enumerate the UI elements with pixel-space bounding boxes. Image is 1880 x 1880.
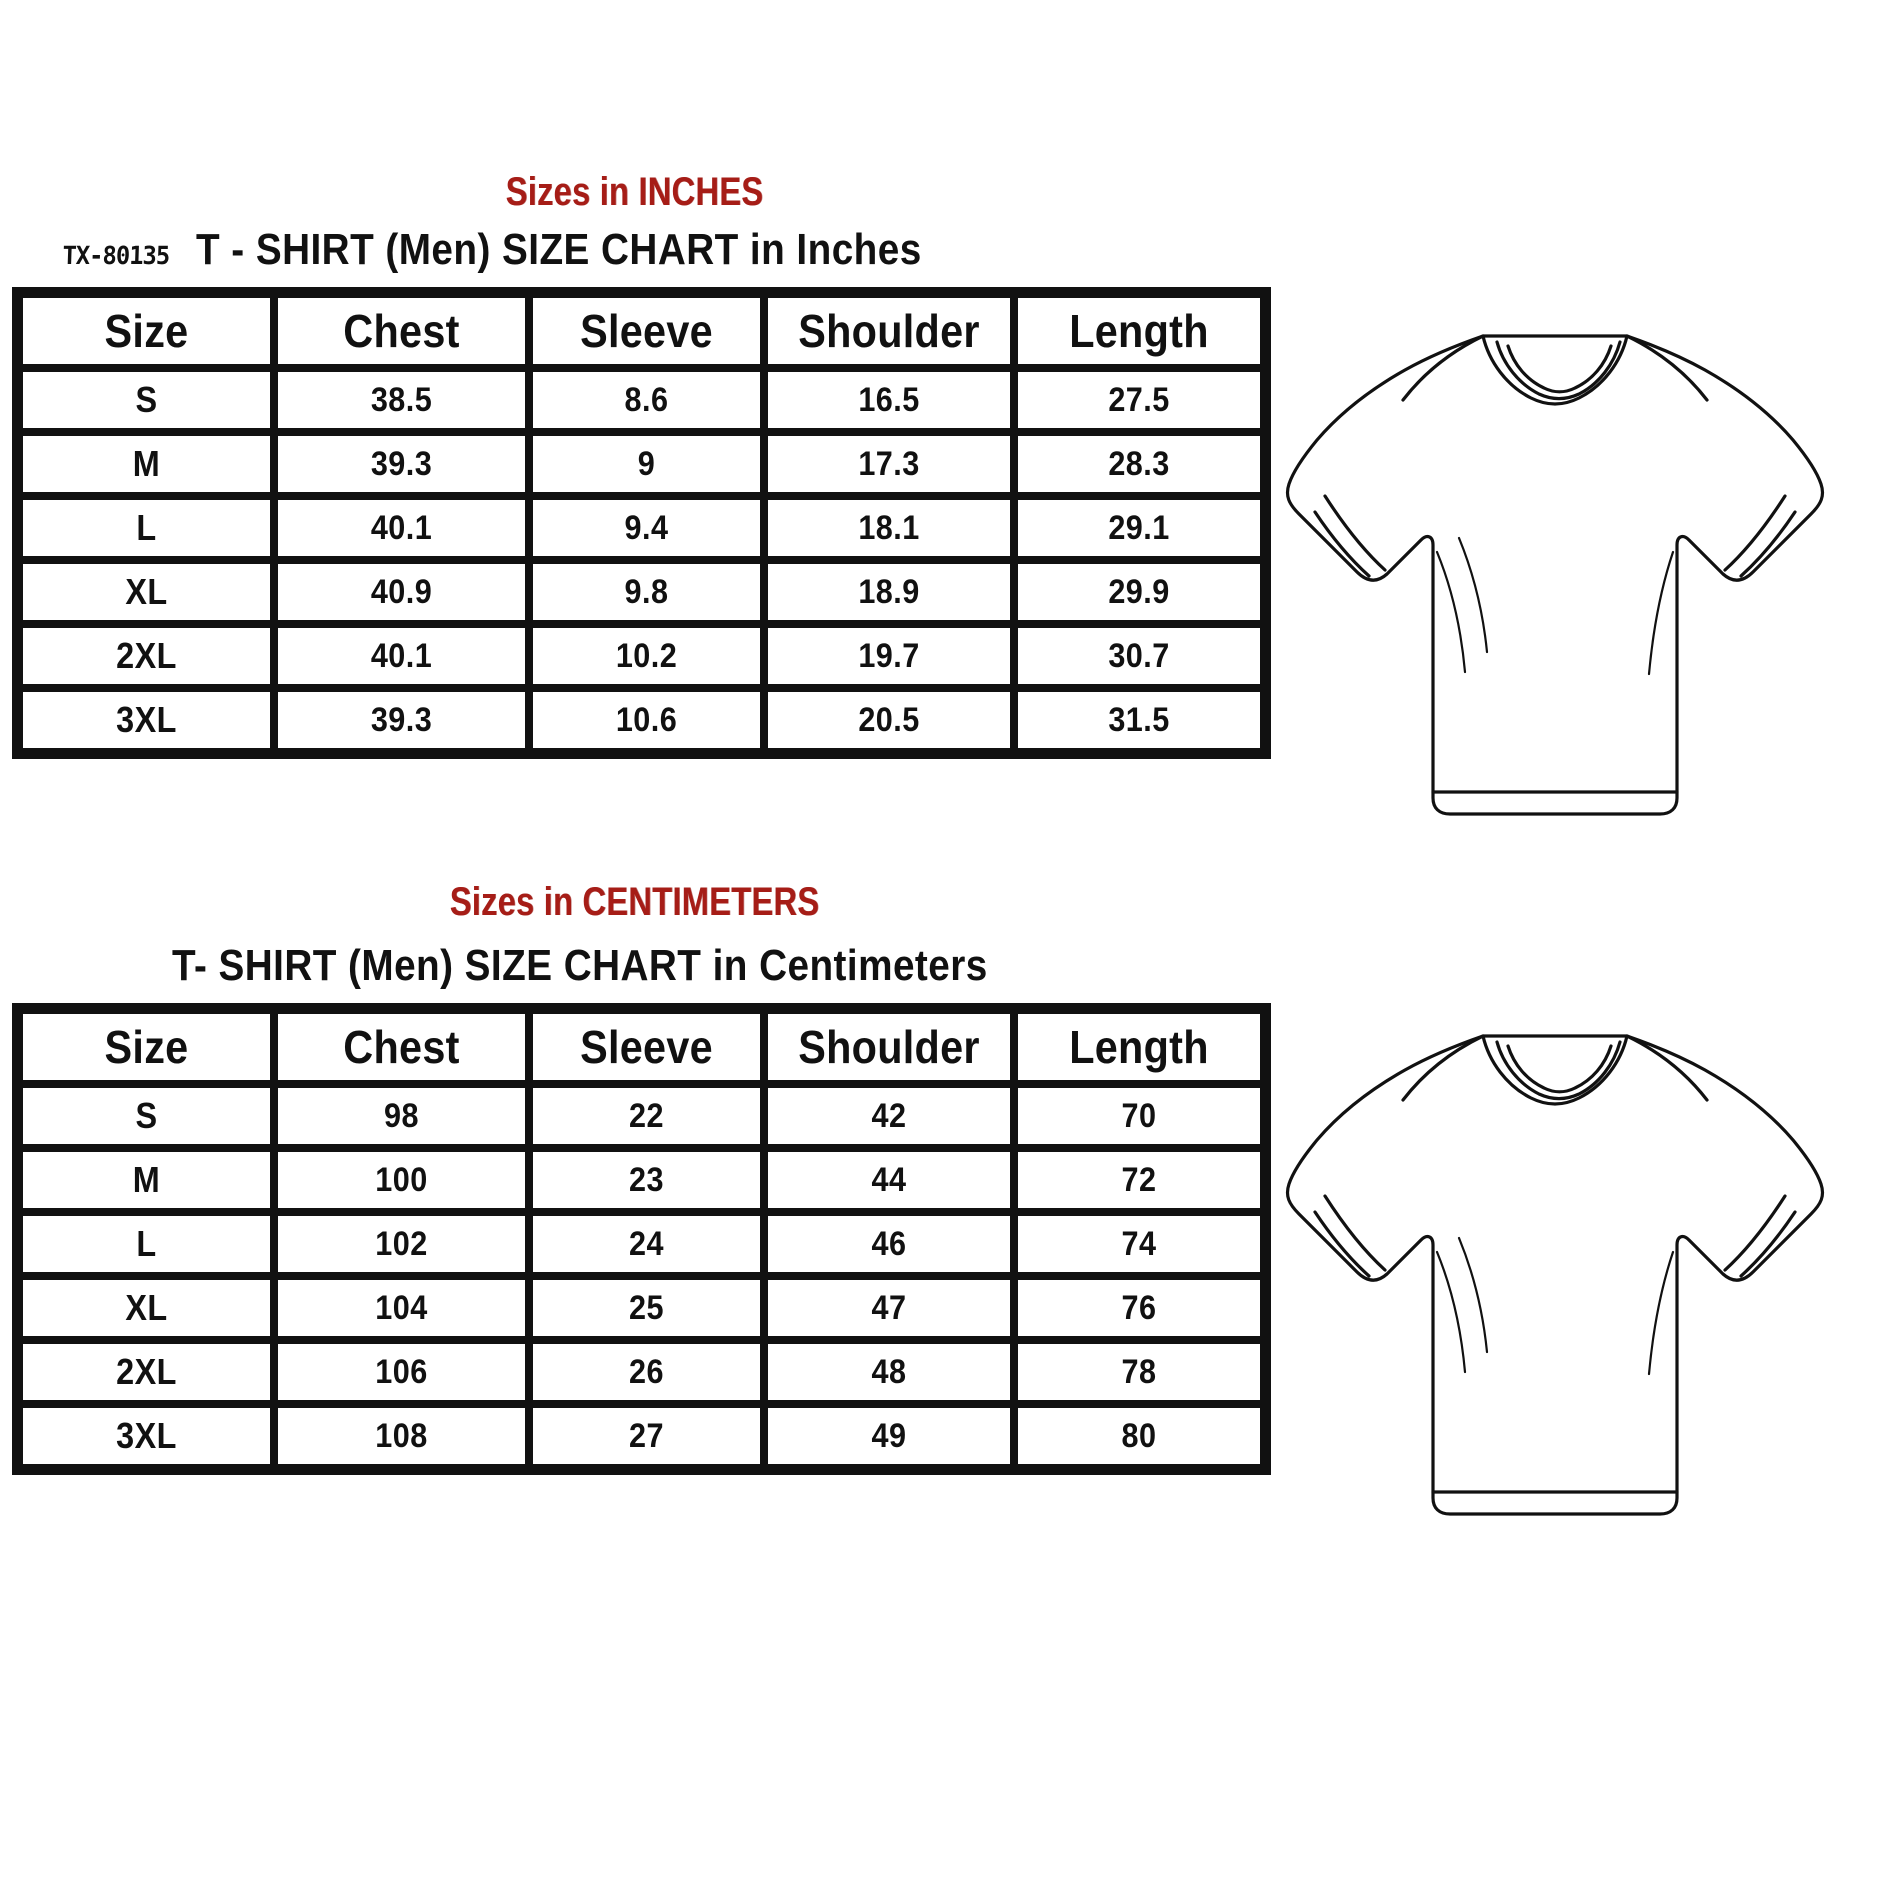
cell-sleeve: [529, 432, 764, 496]
cell-size-value: 2XL: [116, 635, 177, 676]
cell-sleeve: [529, 1404, 764, 1468]
cell-sleeve-value: 9: [637, 444, 656, 483]
inches-size-table: [12, 287, 1271, 759]
table-row: [19, 688, 1264, 752]
cell-size: [19, 688, 274, 752]
cell-length: [1014, 560, 1264, 624]
cell-chest-value: 40.9: [370, 572, 433, 611]
table-row: [19, 1084, 1264, 1148]
cell-size-value: L: [136, 507, 157, 548]
column-header-size-label: Size: [104, 1021, 189, 1073]
cell-chest-value: 39.3: [370, 444, 433, 483]
cell-sleeve-value: 9.4: [624, 508, 669, 547]
cell-shoulder-value: 19.7: [858, 636, 920, 675]
cell-sleeve: [529, 1212, 764, 1276]
cell-chest-value: 108: [375, 1416, 428, 1455]
cell-sleeve-value: 26: [629, 1352, 664, 1391]
column-header-shoulder: [764, 294, 1014, 368]
cell-shoulder-value: 44: [871, 1160, 907, 1199]
cell-length-value: 28.3: [1108, 444, 1170, 483]
cell-size-value: S: [135, 379, 158, 420]
cell-sleeve: [529, 1148, 764, 1212]
table-header-row: [19, 294, 1264, 368]
column-header-sleeve: [529, 1010, 764, 1084]
table-row: [19, 624, 1264, 688]
centimeters-title-row: [12, 941, 1257, 991]
cell-chest: [274, 1148, 529, 1212]
cell-sleeve: [529, 560, 764, 624]
cell-size-value: XL: [125, 1287, 168, 1328]
cell-size: [19, 560, 274, 624]
cell-size-value: 3XL: [116, 699, 177, 740]
cell-chest-value: 106: [375, 1352, 428, 1391]
cell-shoulder: [764, 1084, 1014, 1148]
cell-length: [1014, 1276, 1264, 1340]
cell-length: [1014, 496, 1264, 560]
cell-chest: [274, 688, 529, 752]
t-shirt-illustration-inches: [1245, 300, 1865, 860]
cell-shoulder-value: 18.9: [858, 572, 920, 611]
cell-sleeve: [529, 1340, 764, 1404]
cell-sleeve-value: 27: [629, 1416, 664, 1455]
cell-length: [1014, 688, 1264, 752]
cell-length: [1014, 1212, 1264, 1276]
cell-size: [19, 1404, 274, 1468]
cell-size: [19, 1276, 274, 1340]
cell-chest: [274, 624, 529, 688]
cell-chest: [274, 368, 529, 432]
cell-shoulder: [764, 1340, 1014, 1404]
cell-length: [1014, 1340, 1264, 1404]
cell-shoulder: [764, 368, 1014, 432]
cell-shoulder-value: 16.5: [858, 380, 920, 419]
inches-chart-block: [12, 170, 1257, 759]
cell-length-value: 29.9: [1108, 572, 1170, 611]
cell-sleeve: [529, 496, 764, 560]
cell-size: [19, 432, 274, 496]
t-shirt-illustration-centimeters: [1245, 1000, 1865, 1560]
cell-size-value: 2XL: [116, 1351, 177, 1392]
cell-size: [19, 368, 274, 432]
column-header-size: [19, 294, 274, 368]
cell-shoulder-value: 49: [871, 1416, 907, 1455]
cell-length: [1014, 1148, 1264, 1212]
t-shirt-front-line-art-icon: [1245, 300, 1865, 860]
cell-size-value: XL: [125, 571, 168, 612]
cell-chest: [274, 1212, 529, 1276]
cell-size: [19, 1084, 274, 1148]
column-header-chest: [274, 294, 529, 368]
cell-chest-value: 98: [384, 1096, 419, 1135]
cell-shoulder-value: 42: [871, 1096, 907, 1135]
cell-shoulder-value: 47: [871, 1288, 907, 1327]
centimeters-chart-title: T- SHIRT (Men) SIZE CHART in Centimeters: [172, 941, 988, 990]
cell-chest: [274, 560, 529, 624]
cell-shoulder: [764, 1404, 1014, 1468]
cell-shoulder-value: 17.3: [858, 444, 920, 483]
cell-length: [1014, 624, 1264, 688]
column-header-sleeve-label: Sleeve: [580, 305, 713, 357]
cell-shoulder: [764, 496, 1014, 560]
column-header-shoulder-label: Shoulder: [798, 305, 980, 357]
cell-sleeve-value: 9.8: [624, 572, 669, 611]
cell-chest: [274, 496, 529, 560]
column-header-chest-label: Chest: [343, 1021, 460, 1073]
cell-sleeve: [529, 1276, 764, 1340]
cell-shoulder: [764, 688, 1014, 752]
cell-chest-value: 40.1: [370, 636, 433, 675]
cell-chest: [274, 432, 529, 496]
cell-size: [19, 1212, 274, 1276]
cell-chest-value: 100: [375, 1160, 428, 1199]
column-header-length-label: Length: [1069, 305, 1209, 357]
centimeters-size-table: [12, 1003, 1271, 1475]
cell-chest-value: 40.1: [370, 508, 433, 547]
centimeters-section-heading: Sizes in CENTIMETERS: [449, 880, 820, 924]
cell-size: [19, 496, 274, 560]
t-shirt-front-line-art-icon: [1245, 1000, 1865, 1560]
cell-sleeve-value: 24: [629, 1224, 664, 1263]
cell-length: [1014, 1404, 1264, 1468]
cell-sleeve-value: 10.2: [615, 636, 678, 675]
cell-sleeve-value: 22: [629, 1096, 664, 1135]
column-header-sleeve: [529, 294, 764, 368]
inches-section-heading: Sizes in INCHES: [505, 170, 764, 214]
table-row: [19, 560, 1264, 624]
cell-length-value: 80: [1121, 1416, 1157, 1455]
table-row: [19, 1148, 1264, 1212]
column-header-size: [19, 1010, 274, 1084]
column-header-shoulder: [764, 1010, 1014, 1084]
cell-chest: [274, 1404, 529, 1468]
table-row: [19, 368, 1264, 432]
column-header-length-label: Length: [1069, 1021, 1209, 1073]
column-header-chest-label: Chest: [343, 305, 460, 357]
cell-shoulder-value: 48: [871, 1352, 907, 1391]
cell-length-value: 72: [1121, 1160, 1157, 1199]
cell-chest-value: 104: [375, 1288, 428, 1327]
column-header-size-label: Size: [104, 305, 189, 357]
inches-title-row: [12, 225, 1257, 275]
cell-length-value: 31.5: [1108, 700, 1170, 739]
cell-sleeve: [529, 688, 764, 752]
cell-chest-value: 102: [375, 1224, 428, 1263]
table-row: [19, 496, 1264, 560]
cell-shoulder-value: 18.1: [858, 508, 920, 547]
cell-size-value: M: [132, 1159, 161, 1200]
cell-length-value: 70: [1121, 1096, 1157, 1135]
cell-size: [19, 624, 274, 688]
cell-chest-value: 39.3: [370, 700, 433, 739]
cell-length-value: 74: [1121, 1224, 1157, 1263]
table-row: [19, 1340, 1264, 1404]
cell-sleeve-value: 25: [629, 1288, 664, 1327]
cell-size-value: M: [132, 443, 161, 484]
cell-size-value: 3XL: [116, 1415, 177, 1456]
cell-length: [1014, 432, 1264, 496]
cell-sleeve: [529, 624, 764, 688]
cell-chest: [274, 1276, 529, 1340]
cell-length: [1014, 368, 1264, 432]
cell-chest: [274, 1084, 529, 1148]
cell-sleeve-value: 8.6: [624, 380, 669, 419]
cell-sleeve-value: 23: [629, 1160, 664, 1199]
cell-length-value: 27.5: [1108, 380, 1170, 419]
cell-length-value: 29.1: [1108, 508, 1170, 547]
cell-shoulder-value: 46: [871, 1224, 907, 1263]
cell-sleeve: [529, 1084, 764, 1148]
cell-shoulder: [764, 1276, 1014, 1340]
column-header-shoulder-label: Shoulder: [798, 1021, 980, 1073]
cell-length-value: 30.7: [1108, 636, 1170, 675]
centimeters-chart-block: [12, 880, 1257, 1475]
cell-size: [19, 1340, 274, 1404]
cell-length-value: 76: [1121, 1288, 1157, 1327]
table-row: [19, 1276, 1264, 1340]
cell-shoulder: [764, 1212, 1014, 1276]
cell-shoulder: [764, 560, 1014, 624]
cell-sleeve: [529, 368, 764, 432]
column-header-length: [1014, 294, 1264, 368]
cell-chest: [274, 1340, 529, 1404]
cell-length: [1014, 1084, 1264, 1148]
cell-sleeve-value: 10.6: [615, 700, 678, 739]
cell-shoulder: [764, 624, 1014, 688]
product-code: TX-80135: [62, 241, 170, 270]
cell-size: [19, 1148, 274, 1212]
cell-size-value: S: [135, 1095, 158, 1136]
column-header-sleeve-label: Sleeve: [580, 1021, 713, 1073]
cell-size-value: L: [136, 1223, 157, 1264]
table-row: [19, 1212, 1264, 1276]
inches-chart-title: T - SHIRT (Men) SIZE CHART in Inches: [196, 225, 923, 274]
cell-shoulder: [764, 432, 1014, 496]
table-row: [19, 1404, 1264, 1468]
column-header-chest: [274, 1010, 529, 1084]
cell-shoulder-value: 20.5: [858, 700, 920, 739]
table-row: [19, 432, 1264, 496]
cell-length-value: 78: [1121, 1352, 1157, 1391]
table-header-row: [19, 1010, 1264, 1084]
cell-shoulder: [764, 1148, 1014, 1212]
column-header-length: [1014, 1010, 1264, 1084]
cell-chest-value: 38.5: [370, 380, 433, 419]
